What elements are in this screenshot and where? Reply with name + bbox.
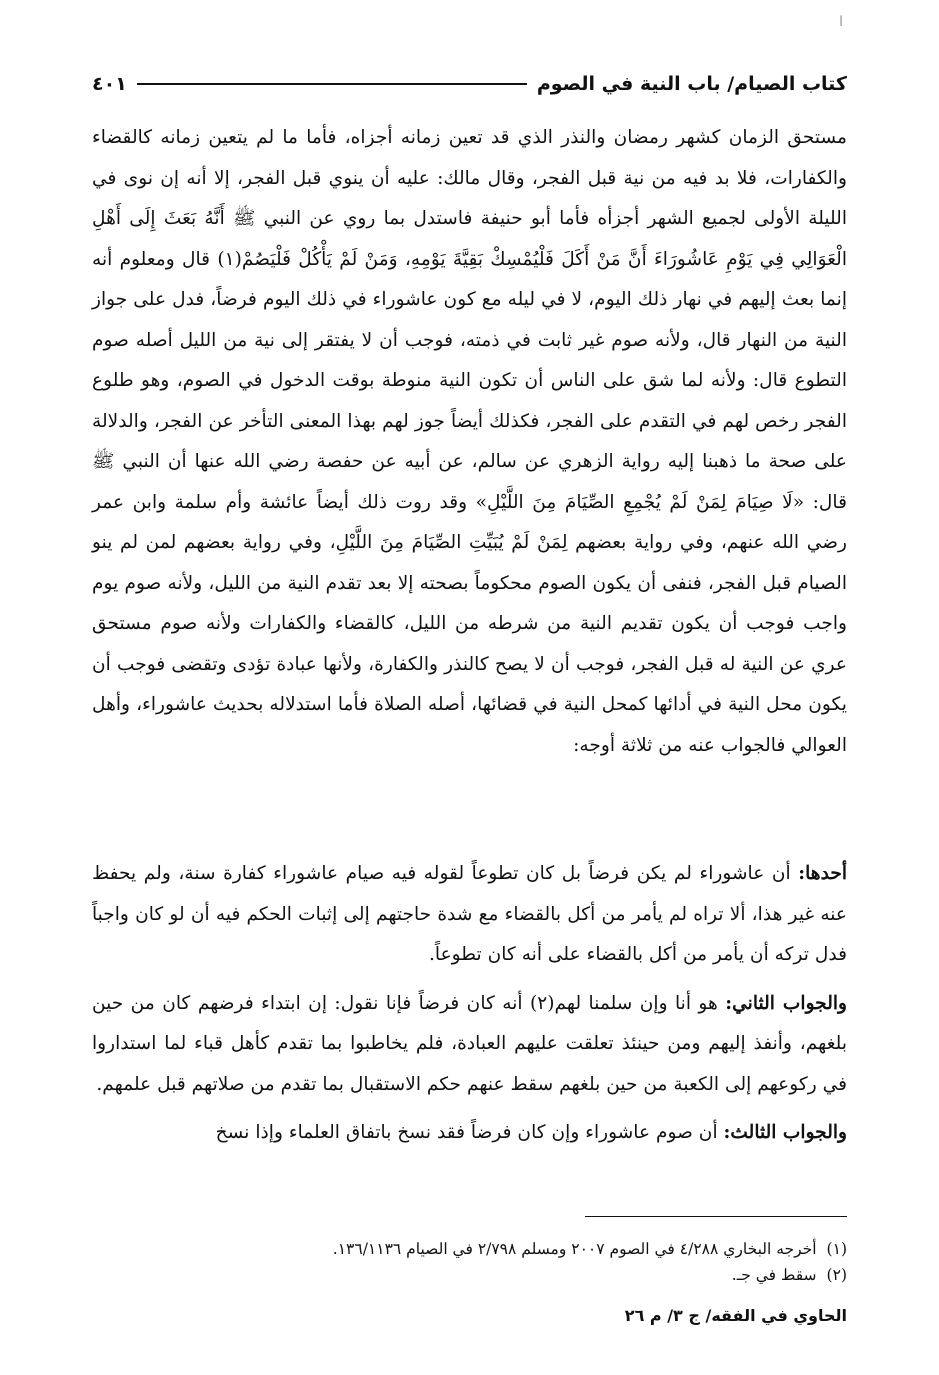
footnote	[92, 1236, 847, 1262]
footnote-text: سقط في جـ.	[731, 1266, 817, 1284]
page-number: ٤٠١	[92, 73, 127, 95]
header-title: كتاب الصيام/ باب النية في الصوم	[536, 73, 847, 95]
answer-lead: والجواب الثالث	[730, 1122, 847, 1143]
footnote	[92, 1262, 847, 1288]
footnote-text: أخرجه البخاري ٤/٢٨٨ في الصوم ٢٠٠٧ ومسلم ٢/٧٩٨ في الصيام ١٣٦/١١٣٦.	[332, 1240, 817, 1258]
answer-text: أن صوم عاشوراء وإن كان فرضاً فقد نسخ باتفاق العلماء وإذا نسخ	[215, 1122, 718, 1143]
answer-paragraph	[92, 1113, 847, 1154]
main-paragraph: مستحق الزمان كشهر رمضان والنذر الذي قد تعين زمانه أجزاه، فأما ما لم يتعين زمانه كالقضاء والكفارات، فلا بد فيه من نية قبل الفجر، وقال مالك: عليه أن ينوي قبل الفجر، إلا أنه إن نوى في الليلة الأولى لجميع الشهر أجزأه فأما أبو حنيفة فاستدل بما روي عن النبي ﷺ أَنَّهُ بَعَثَ إِلَى أَهْلِ الْعَوَالِي فِي يَوْمِ عَاشُورَاءَ أَنَّ مَنْ أَكَلَ فَلْيُمْسِكْ بَقِيَّةَ يَوْمِهِ، وَمَنْ لَمْ يَأْكُلْ فَلْيَصُمْ(١) قال ومعلوم أنه إنما بعث إليهم في نهار ذلك اليوم، لا في ليله مع كون عاشوراء في ذلك اليوم فرضاً، فدل على جواز النية من النهار قال، ولأنه صوم غير ثابت في ذمته، فوجب أن لا يفتقر إلى نية من الليل أصله صوم التطوع قال: ولأنه لما شق على الناس أن تكون النية منوطة بوقت الدخول في الصوم، وهو طلوع الفجر رخص لهم في التقدم على الفجر، فكذلك أيضاً جوز لهم بهذا المعنى التأخر عن الفجر، والدلالة على صحة ما ذهبنا إليه رواية الزهري عن سالم، عن أبيه عن حفصة رضي الله عنها أن النبي ﷺ قال: «لَا صِيَامَ لِمَنْ لَمْ يُجْمِعِ الصِّيَامَ مِنَ اللَّيْلِ» وقد روت ذلك أيضاً عائشة وأم سلمة وابن عمر رضي الله عنهم، وفي رواية بعضهم لِمَنْ لَمْ يُبَيِّتِ الصِّيَامَ مِنَ اللَّيْلِ، وفي رواية بعضهم لمن لم ينو الصيام قبل الفجر، فنفى أن يكون الصوم محكوماً بصحته إلا بعد تقدم النية من الليل، ولأنه صوم يوم واجب فوجب أن يكون تقديم النية من شرطه من الليل، كالقضاء والكفارات ولأنه صوم مستحق عري عن النية له قبل الفجر، فوجب أن لا يصح كالنذر والكفارة، ولأنها عبادة تؤدى وتقضى فوجب أن يكون محل النية في أدائها كمحل النية في قضائها، أصله الصلاة فأما استدلاله بحديث عاشوراء، وأهل العوالي فالجواب عنه من ثلاثة أوجه:	[92, 127, 847, 756]
answer-text: أن عاشوراء لم يكن فرضاً بل كان تطوعاً لقوله فيه صيام عاشوراء كفارة سنة، ولم يحفظ عنه غير هذا، ألا تراه لم يأمر من أكل بالقضاء مع شدة حاجتهم إلى إثبات الحكم فيه أن لو كان واجباً فدل تركه أن يأمر من أكل بالقضاء على أنه كان تطوعاً.	[92, 863, 847, 965]
footnote-number: (٢)	[826, 1266, 847, 1284]
answers-section	[92, 854, 847, 1162]
footnotes	[92, 1236, 847, 1288]
main-text	[92, 118, 847, 766]
page-footer: الحاوي في الفقه/ ج ٣/ م ٢٦	[624, 1306, 847, 1325]
answer-lead: والجواب الثاني	[732, 992, 848, 1014]
answer-paragraph	[92, 984, 847, 1106]
answer-separator: :	[725, 992, 733, 1014]
footnote-rule	[585, 1216, 847, 1217]
header-rule	[137, 83, 527, 85]
answer-separator: :	[723, 1122, 731, 1143]
corner-mark: ا	[839, 14, 843, 30]
answer-paragraph	[92, 854, 847, 976]
footnote-number: (١)	[826, 1240, 847, 1258]
answer-lead: أحدها	[805, 863, 847, 884]
running-header	[92, 66, 847, 102]
answer-text: هو أنا وإن سلمنا لهم(٢) أنه كان فرضاً فإنا نقول: إن ابتداء فرضهم كان من حين بلغهم، وأنفذ إليهم ومن حينئذ تعلقت عليهم العبادة، فلم يخاطبوا بما تقدم كأهل قباء لما استداروا في ركوعهم إلى الكعبة من حين بلغهم سقط عنهم حكم الاستقبال بما تقدم من صلاتهم قبل علمهم.	[92, 992, 847, 1095]
answer-separator: :	[798, 863, 806, 884]
